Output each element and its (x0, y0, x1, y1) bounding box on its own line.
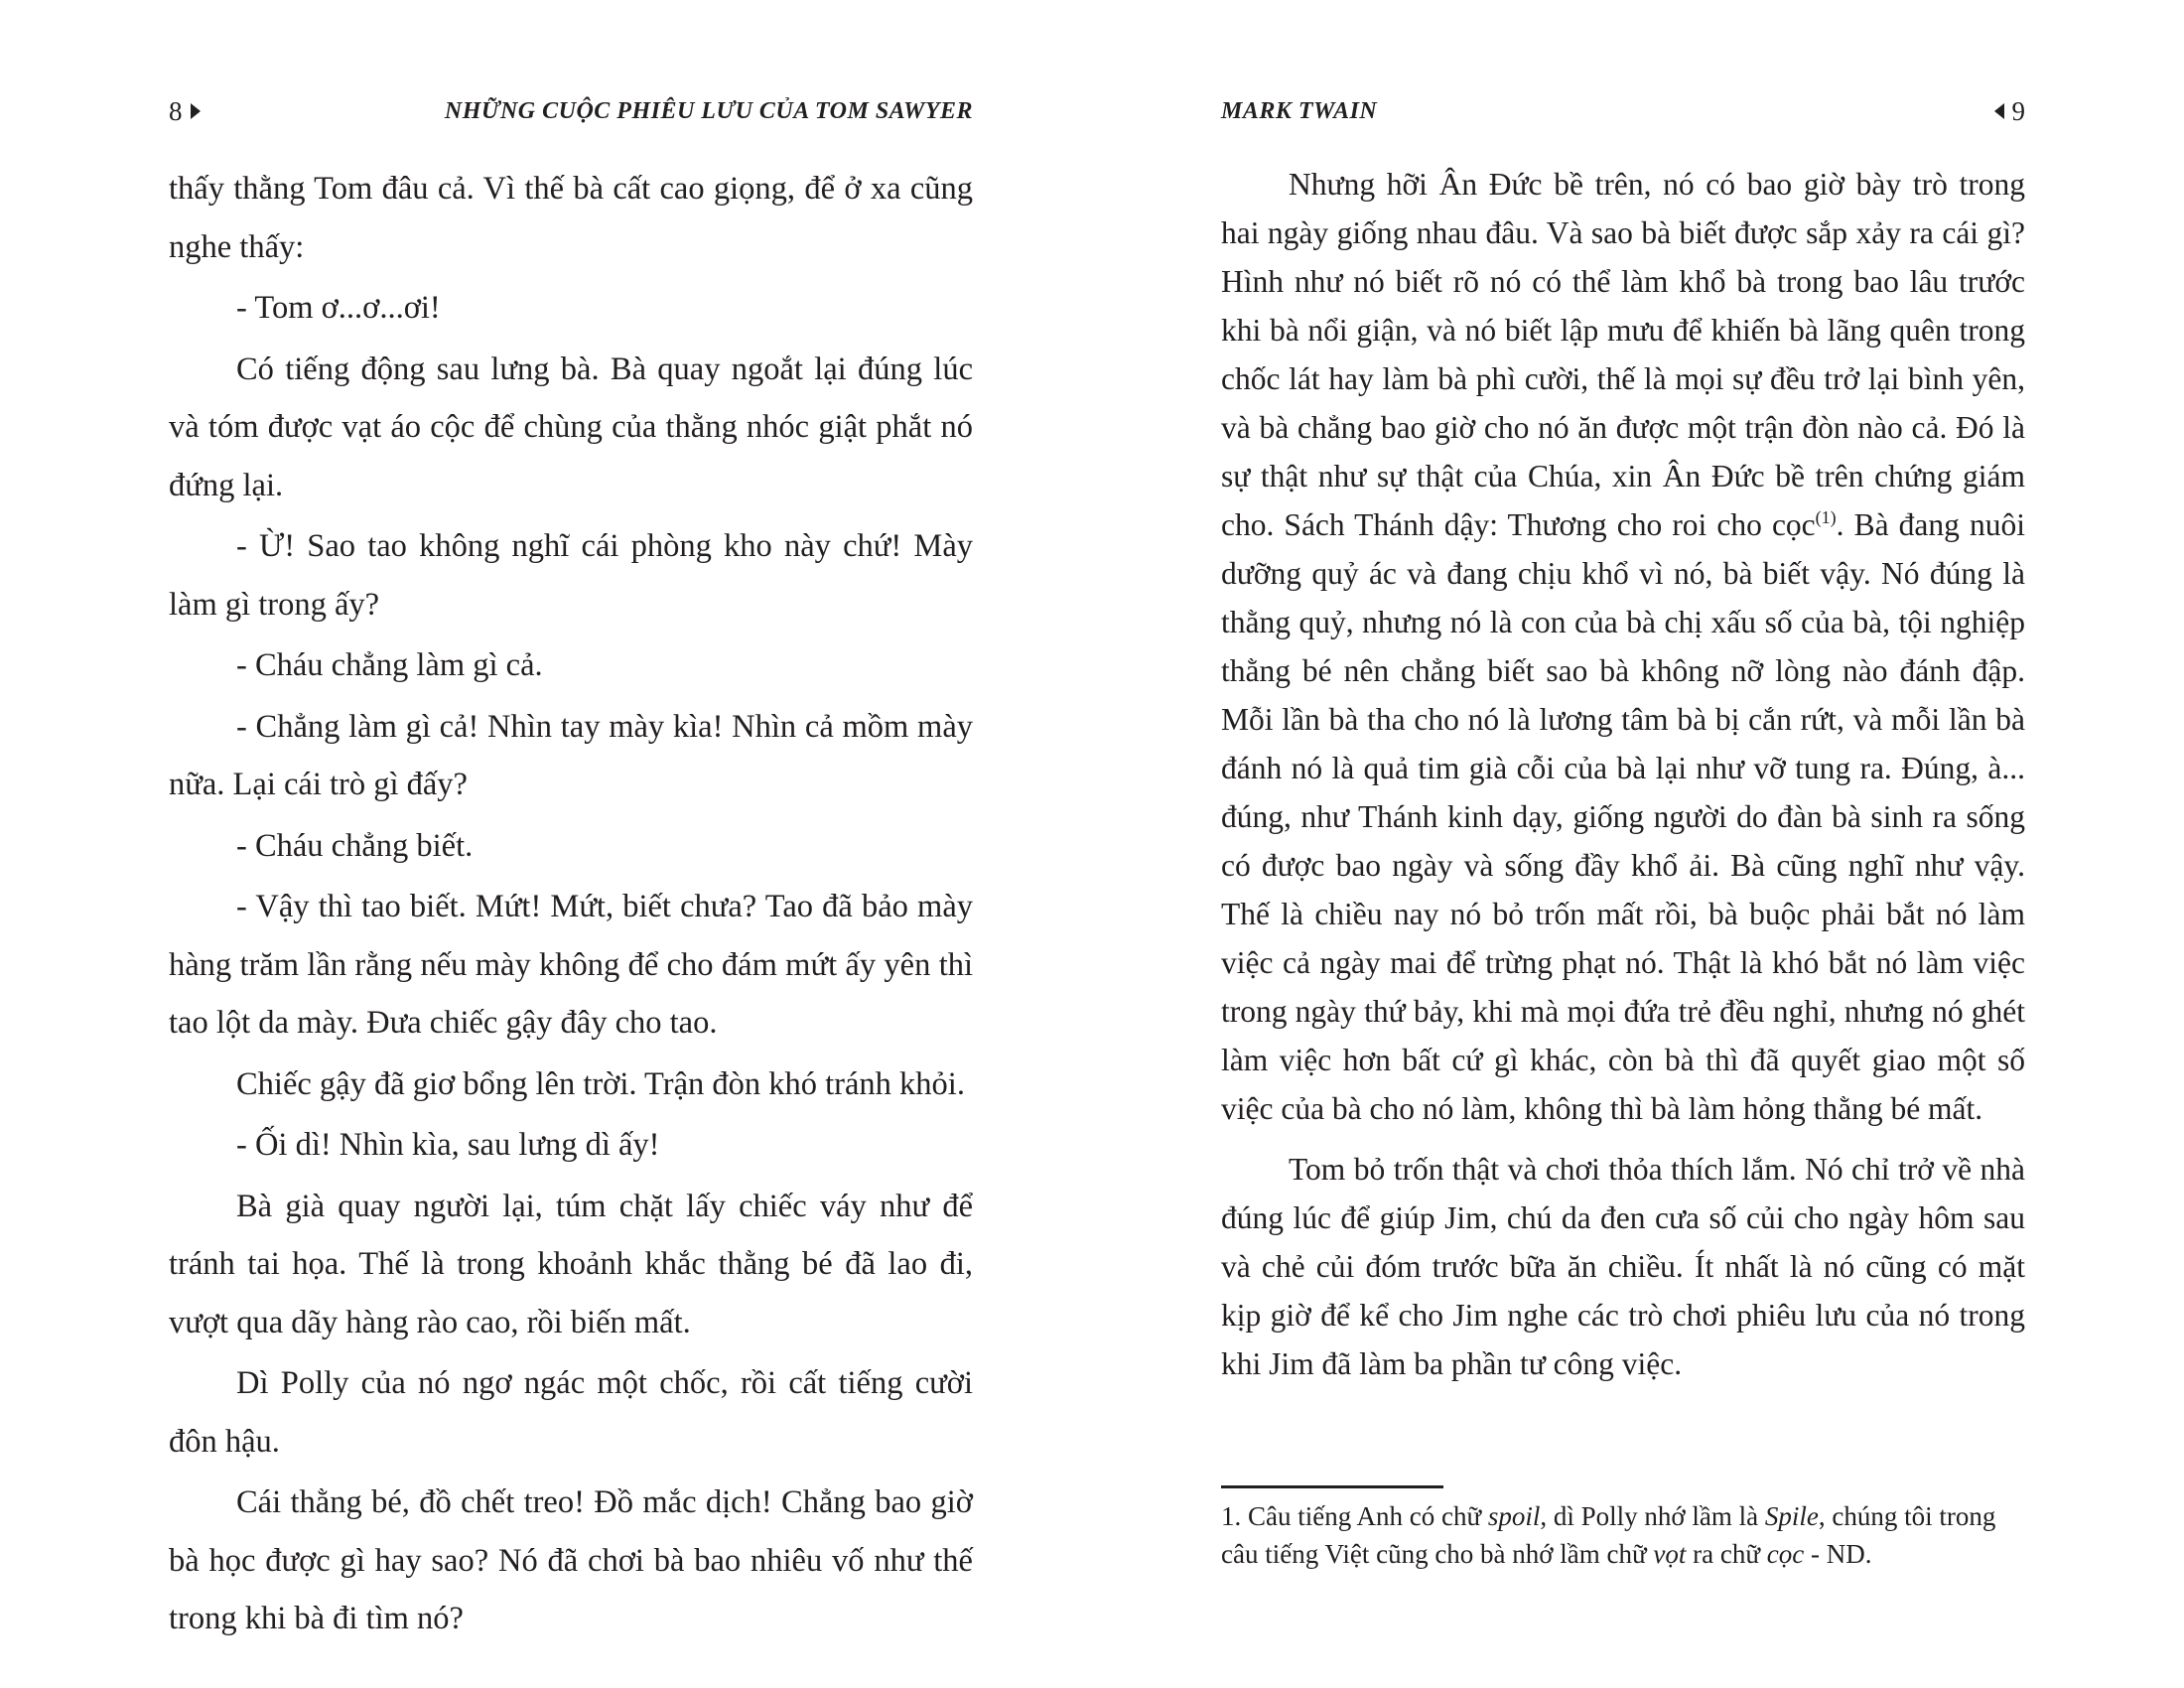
paragraph: - Ừ! Sao tao không nghĩ cái phòng kho này chứ! Mày làm gì trong ấy? (169, 528, 973, 623)
paragraph: - Ối dì! Nhìn kìa, sau lưng dì ấy! (236, 1127, 660, 1163)
paragraph: Cái thằng bé, đồ chết treo! Đồ mắc dịch! Chẳng bao giờ bà học được gì hay sao? Nó đã chơi bà bao nhiêu vố như thế trong khi bà đi tìm nó? (169, 1484, 973, 1636)
paragraph (1221, 160, 2025, 1133)
paragraph-text: . Bà đang nuôi dưỡng quỷ ác và đang chịu khổ vì nó, bà biết vậy. Nó đúng là thằng quỷ, nhưng nó là con của bà chị xấu số của bà, tội nghiệp thằng bé nên chẳng biết sao bà không nỡ lòng nào đánh đập. Mỗi lần bà tha cho nó là lương tâm bà bị cắn rứt, và mỗi lần bà đánh nó là quả tim già cỗi của bà lại như vỡ tung ra. Đúng, à... đúng, như Thánh kinh dạy, giống người do đàn bà sinh ra sống có được bao ngày và sống đầy khổ ải. Bà cũng nghĩ như vậy. Thế là chiều nay nó bỏ trốn mất rồi, bà buộc phải bắt nó làm việc cả ngày mai để trừng phạt nó. Thật là khó bắt nó làm việc trong ngày thứ bảy, khi mà mọi đứa trẻ đều nghỉ, nhưng nó ghét làm việc hơn bất cứ gì khác, còn bà thì đã quyết giao một số việc của bà cho nó làm, không thì bà làm hỏng thằng bé mất. (1221, 507, 2025, 1126)
footnote-part: , dì Polly nhớ lầm là (1540, 1501, 1765, 1531)
footnote (1221, 1497, 2025, 1573)
paragraph: - Cháu chẳng làm gì cả. (236, 647, 543, 683)
paragraph-text: Nhưng hỡi Ân Đức bề trên, nó có bao giờ bày trò trong hai ngày giống nhau đâu. Và sao bà biết được sắp xảy ra cái gì? Hình như nó biết rõ nó có thể làm khổ bà trong bao lâu trước khi bà nổi giận, và nó biết lập mưu để khiến bà lãng quên trong chốc lát hay làm bà phì cười, thế là mọi sự đều trở lại bình yên, và bà chẳng bao giờ cho nó ăn được một trận đòn nào cả. Đó là sự thật như sự thật của Chúa, xin Ân Đức bề trên chứng giám cho. Sách Thánh dậy: Thương cho roi cho cọc (1221, 167, 2025, 542)
right-page (1092, 0, 2184, 1688)
page-number-text: 9 (2011, 95, 2025, 126)
footnote-italic: cọc (1766, 1539, 1805, 1569)
footnote-part: - ND. (1804, 1539, 1872, 1569)
footnote-divider (1221, 1485, 1443, 1488)
paragraph: Tom bỏ trốn thật và chơi thỏa thích lắm. Nó chỉ trở về nhà đúng lúc để giúp Jim, chú da đen cưa số củi cho ngày hôm sau và chẻ củi đóm trước bữa ăn chiều. Ít nhất là nó cũng có mặt kịp giờ để kể cho Jim nghe các trò chơi phiêu lưu của nó trong khi Jim đã làm ba phần tư công việc. (1221, 1152, 2025, 1381)
paragraph: - Chẳng làm gì cả! Nhìn tay mày kìa! Nhìn cả mồm mày nữa. Lại cái trò gì đấy? (169, 708, 973, 802)
footnote-text (1221, 1497, 2025, 1573)
triangle-left-icon (1994, 103, 2004, 119)
running-title-author: MARK TWAIN (1221, 97, 1378, 124)
paragraph: Bà già quay người lại, túm chặt lấy chiếc váy như để tránh tai họa. Thế là trong khoảnh khắc thằng bé đã lao đi, vượt qua dãy hàng rào cao, rồi biến mất. (169, 1188, 973, 1340)
footnote-part: 1. Câu tiếng Anh có chữ (1221, 1501, 1488, 1531)
triangle-right-icon (191, 103, 201, 119)
paragraph: Có tiếng động sau lưng bà. Bà quay ngoắt lại đúng lúc và tóm được vạt áo cộc để chùng của thằng nhóc giật phắt nó đứng lại. (169, 351, 973, 503)
page-number-left (169, 96, 201, 127)
paragraph: Dì Polly của nó ngơ ngác một chốc, rồi cất tiếng cười đôn hậu. (169, 1365, 973, 1460)
paragraph: - Cháu chẳng biết. (236, 827, 474, 864)
footnote-italic: spoil (1487, 1501, 1541, 1531)
footnote-marker: (1) (1815, 507, 1837, 527)
paragraph: thấy thằng Tom đâu cả. Vì thế bà cất cao giọng, để ở xa cũng nghe thấy: (169, 171, 973, 265)
page-number-right (1994, 96, 2026, 127)
right-page-header (1221, 91, 2025, 131)
paragraph: - Tom ơ...ơ...ơi! (236, 290, 441, 326)
paragraph: - Vậy thì tao biết. Mứt! Mứt, biết chưa? Tao đã bảo mày hàng trăm lần rằng nếu mày không để cho đám mứt ấy yên thì tao lột da mày. Đưa chiếc gậy đây cho tao. (169, 889, 973, 1041)
footnote-part: , chúng tôi trong câu tiếng Việt cũng cho bà nhớ lầm chữ (1221, 1501, 1996, 1569)
footnote-italic: Spile (1764, 1501, 1819, 1531)
paragraph: Chiếc gậy đã giơ bổng lên trời. Trận đòn khó tránh khỏi. (236, 1065, 965, 1102)
left-page-header (169, 91, 973, 131)
footnote-italic: vọt (1653, 1539, 1687, 1569)
right-page-body (1221, 160, 2025, 1400)
footnote-part: ra chữ (1686, 1539, 1767, 1569)
left-page-body (169, 160, 973, 1651)
running-title-book: NHỮNG CUỘC PHIÊU LƯU CỦA TOM SAWYER (444, 97, 973, 124)
page-number-text: 8 (169, 95, 183, 126)
